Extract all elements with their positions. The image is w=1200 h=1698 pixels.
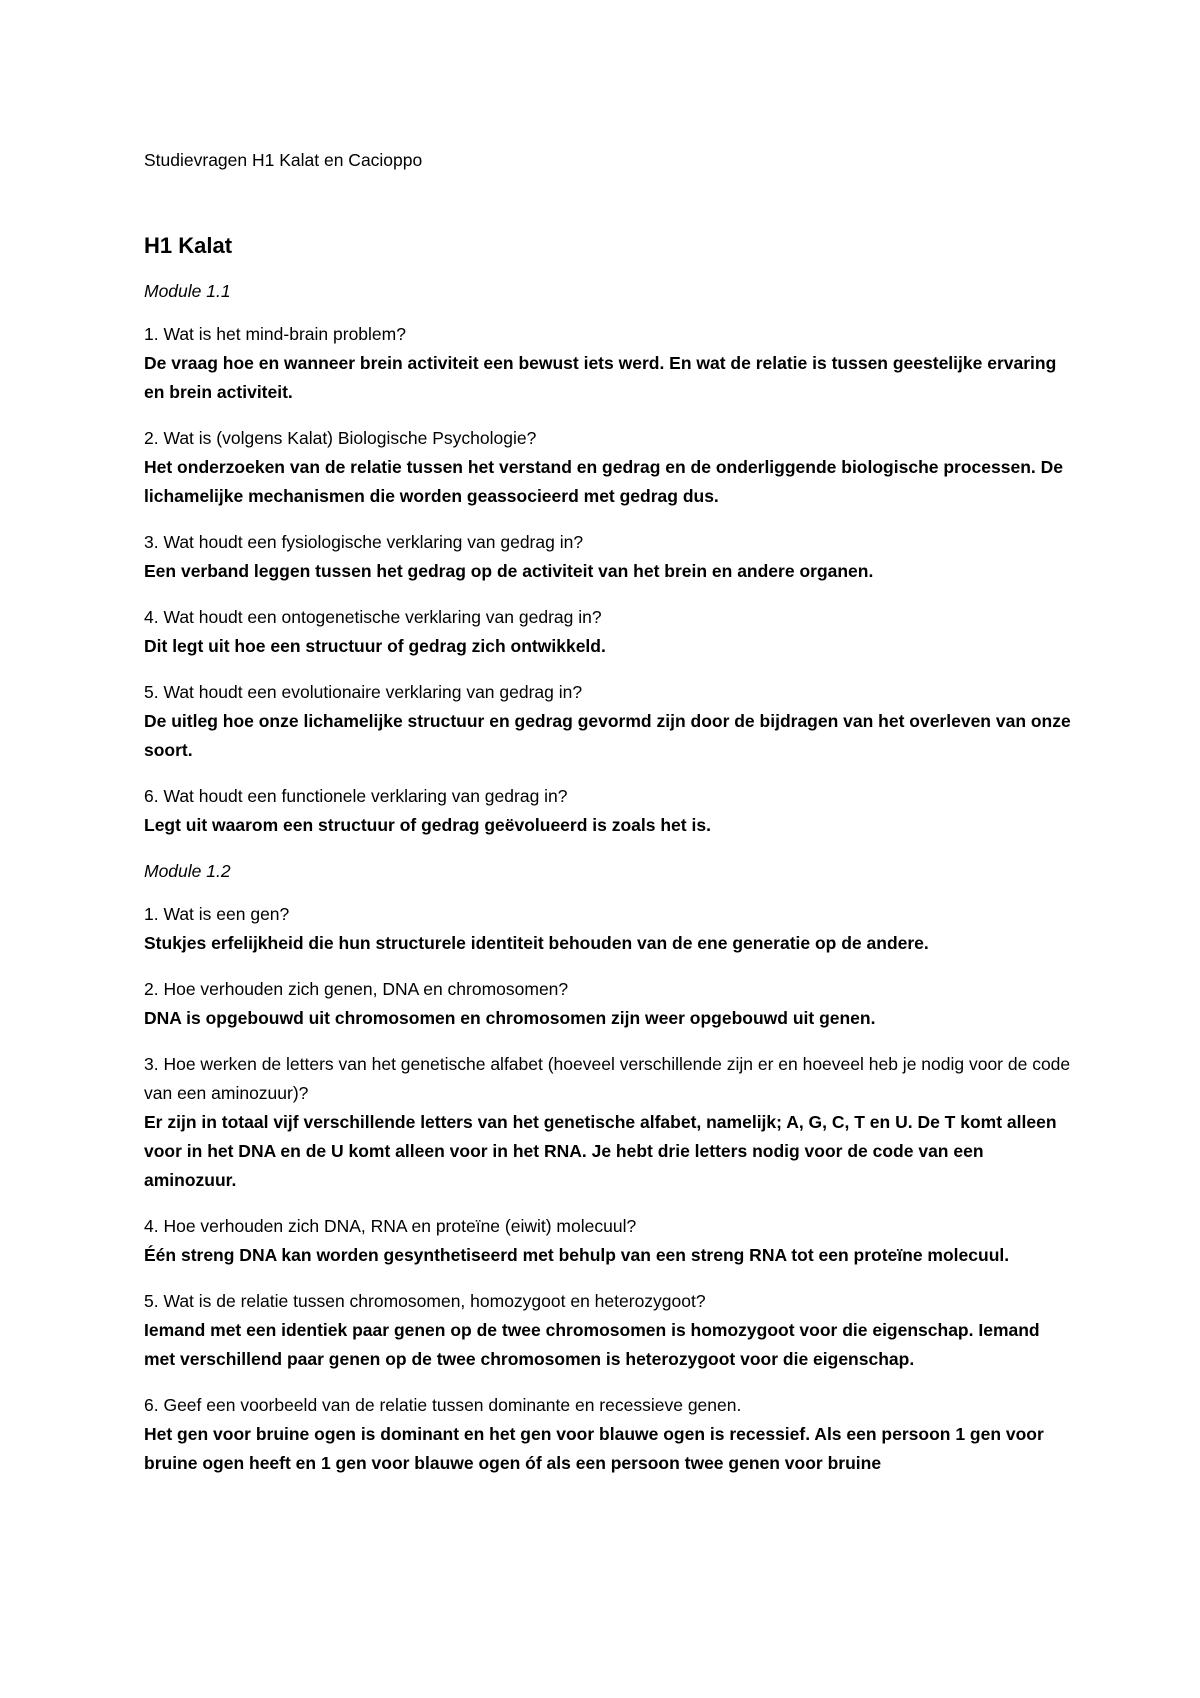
module-title: Module 1.1 (144, 281, 231, 301)
qa-item (144, 782, 1074, 840)
qa-item (144, 1212, 1074, 1270)
qa-item (144, 424, 1074, 511)
question-text: 6. Geef een voorbeeld van de relatie tussen dominante en recessieve genen. (144, 1395, 742, 1415)
question-text: 5. Wat houdt een evolutionaire verklaring van gedrag in? (144, 682, 583, 702)
answer-text: Een verband leggen tussen het gedrag op de activiteit van het brein en andere organen. (144, 561, 874, 581)
answer-text: De uitleg hoe onze lichamelijke structuur en gedrag gevormd zijn door de bijdragen van het overleven van onze soort. (144, 711, 1071, 760)
answer-text: Het onderzoeken van de relatie tussen het verstand en gedrag en de onderliggende biologische processen. De lichamelijke mechanismen die worden geassocieerd met gedrag dus. (144, 457, 1063, 506)
answer-text: Één streng DNA kan worden gesynthetiseerd met behulp van een streng RNA tot een proteïne molecuul. (144, 1245, 1010, 1265)
section-title: H1 Kalat (144, 233, 233, 258)
answer-text: De vraag hoe en wanneer brein activiteit een bewust iets werd. En wat de relatie is tussen geestelijke ervaring en brein activiteit. (144, 353, 1057, 402)
question-text: 2. Hoe verhouden zich genen, DNA en chromosomen? (144, 979, 569, 999)
question-text: 6. Wat houdt een functionele verklaring van gedrag in? (144, 786, 568, 806)
answer-text: Het gen voor bruine ogen is dominant en het gen voor blauwe ogen is recessief. Als een persoon 1 gen voor bruine ogen heeft en 1 gen voor blauwe ogen óf als een persoon twee genen voor bruine (144, 1424, 1044, 1473)
question-text: 2. Wat is (volgens Kalat) Biologische Psychologie? (144, 428, 537, 448)
document-title: Studievragen H1 Kalat en Cacioppo (144, 150, 423, 170)
question-text: 3. Hoe werken de letters van het genetische alfabet (hoeveel verschillende zijn er en hoeveel heb je nodig voor de code van een aminozuur)? (144, 1054, 1071, 1103)
document-content (144, 146, 1074, 1495)
question-text: 3. Wat houdt een fysiologische verklaring van gedrag in? (144, 532, 584, 552)
answer-text: Legt uit waarom een structuur of gedrag geëvolueerd is zoals het is. (144, 815, 711, 835)
answer-text: Iemand met een identiek paar genen op de twee chromosomen is homozygoot voor die eigenschap. Iemand met verschillend paar genen op de twee chromosomen is heterozygoot voor die eigenschap. (144, 1320, 1040, 1369)
answer-text: Dit legt uit hoe een structuur of gedrag zich ontwikkeld. (144, 636, 606, 656)
question-text: 5. Wat is de relatie tussen chromosomen, homozygoot en heterozygoot? (144, 1291, 706, 1311)
answer-text: DNA is opgebouwd uit chromosomen en chromosomen zijn weer opgebouwd uit genen. (144, 1008, 876, 1028)
question-text: 1. Wat is een gen? (144, 904, 290, 924)
qa-item (144, 1287, 1074, 1374)
question-text: 4. Hoe verhouden zich DNA, RNA en proteïne (eiwit) molecuul? (144, 1216, 637, 1236)
qa-item (144, 678, 1074, 765)
question-text: 4. Wat houdt een ontogenetische verklaring van gedrag in? (144, 607, 602, 627)
qa-item (144, 900, 1074, 958)
qa-item (144, 1391, 1074, 1478)
qa-item (144, 603, 1074, 661)
answer-text: Stukjes erfelijkheid die hun structurele identiteit behouden van de ene generatie op de andere. (144, 933, 929, 953)
qa-item (144, 528, 1074, 586)
qa-item (144, 320, 1074, 407)
qa-item (144, 975, 1074, 1033)
qa-item (144, 1050, 1074, 1195)
module-title: Module 1.2 (144, 861, 231, 881)
answer-text: Er zijn in totaal vijf verschillende letters van het genetische alfabet, namelijk; A, G, C, T en U. De T komt alleen voor in het DNA en de U komt alleen voor in het RNA. Je hebt drie letters nodig voor de code van een aminozuur. (144, 1112, 1057, 1190)
question-text: 1. Wat is het mind-brain problem? (144, 324, 406, 344)
